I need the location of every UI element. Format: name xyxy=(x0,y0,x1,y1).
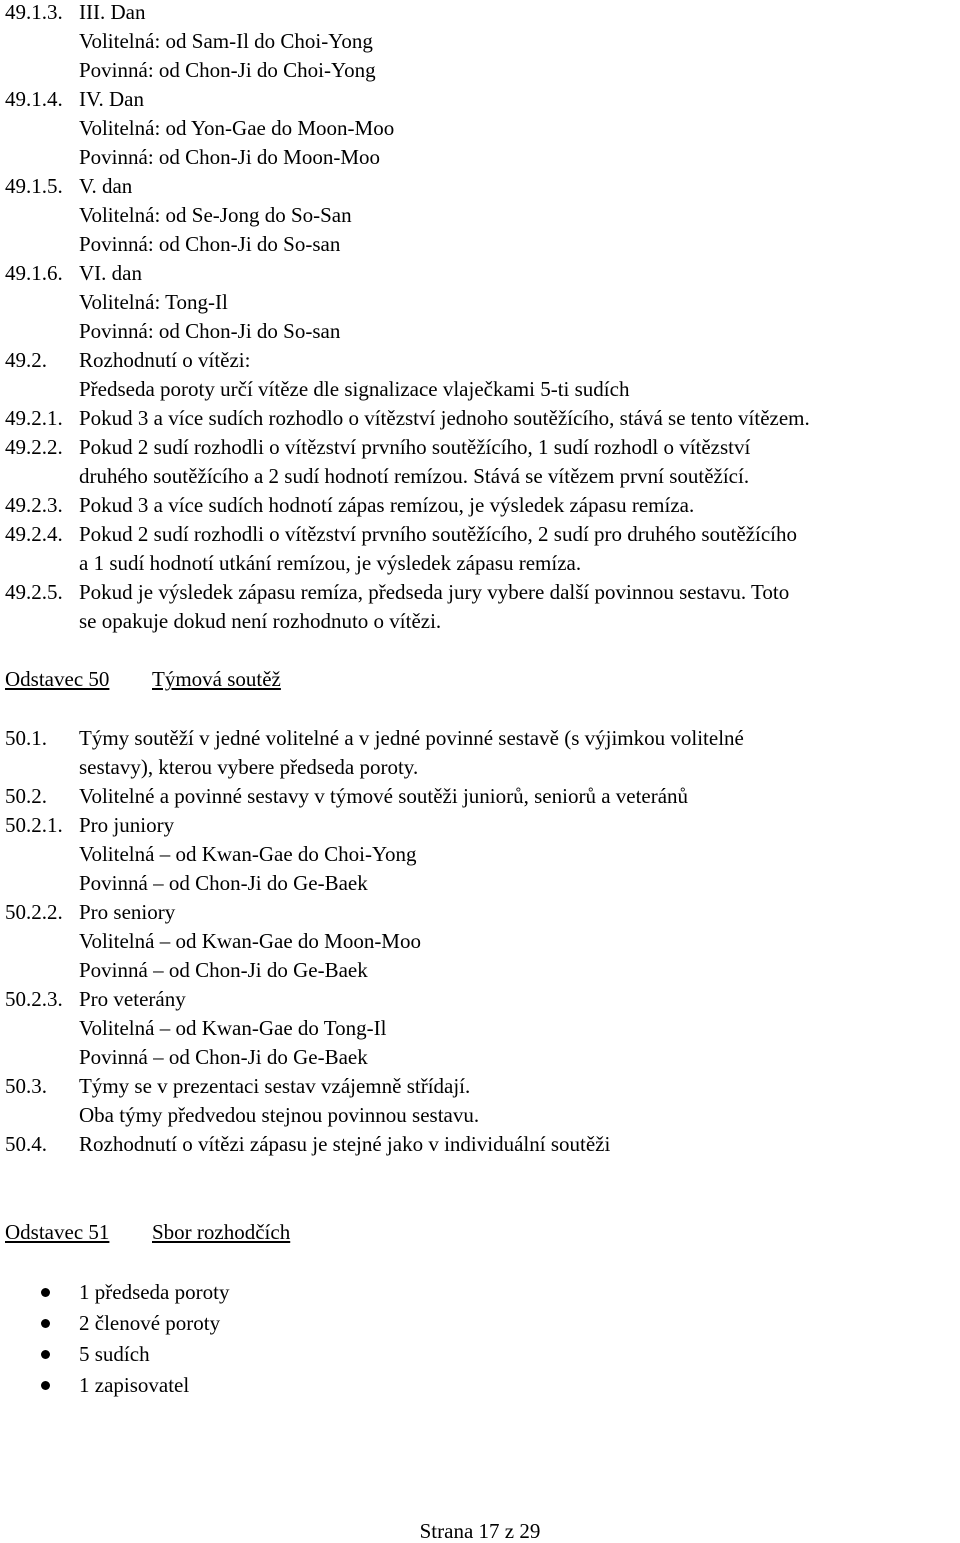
item-number: 49.2.2. xyxy=(5,435,63,459)
text-line: Povinná – od Chon-Ji do Ge-Baek xyxy=(79,871,368,895)
odstavec-title: Sbor rozhodčích xyxy=(152,1220,291,1244)
section-title: Rozhodnutí o vítězi: xyxy=(79,348,251,372)
item-number: 49.2.5. xyxy=(5,580,63,604)
text-line: Rozhodnutí o vítězi zápasu je stejné jako v individuální soutěži xyxy=(79,1132,611,1156)
text-line: Předseda poroty určí vítěze dle signalizace vlaječkami 5-ti sudích xyxy=(79,377,630,401)
text-line: Pokud 3 a více sudích rozhodlo o vítězství jednoho soutěžícího, stává se tento vítězem. xyxy=(79,406,810,430)
text-line: Povinná: od Chon-Ji do Choi-Yong xyxy=(79,58,376,82)
text-line: se opakuje dokud není rozhodnuto o vítězi. xyxy=(79,609,442,633)
item-number: 50.2.2. xyxy=(5,900,63,924)
section-number: 49.2. xyxy=(5,348,47,372)
item-number: 50.4. xyxy=(5,1132,47,1156)
section-title: III. Dan xyxy=(79,0,146,24)
odstavec-title: Týmová soutěž xyxy=(152,667,281,691)
text-line: Pro veterány xyxy=(79,987,186,1011)
text-line: Volitelná – od Kwan-Gae do Moon-Moo xyxy=(79,929,421,953)
odstavec-label: Odstavec 51 xyxy=(5,1220,110,1244)
text-line: Volitelná: od Yon-Gae do Moon-Moo xyxy=(79,116,395,140)
text-line: Povinná: od Chon-Ji do Moon-Moo xyxy=(79,145,381,169)
list-item: 1 předseda poroty xyxy=(79,1280,230,1304)
text-line: Týmy soutěží v jedné volitelné a v jedné povinné sestavě (s výjimkou volitelné xyxy=(79,726,744,750)
bullet-icon xyxy=(41,1288,50,1297)
item-number: 50.1. xyxy=(5,726,47,750)
item-number: 49.2.4. xyxy=(5,522,63,546)
text-line: Povinná – od Chon-Ji do Ge-Baek xyxy=(79,1045,368,1069)
list-item: 5 sudích xyxy=(79,1342,150,1366)
section-title: VI. dan xyxy=(79,261,142,285)
item-number: 50.2.1. xyxy=(5,813,63,837)
text-line: a 1 sudí hodnotí utkání remízou, je výsledek zápasu remíza. xyxy=(79,551,582,575)
text-line: Pokud 2 sudí rozhodli o vítězství prvního soutěžícího, 1 sudí rozhodl o vítězství xyxy=(79,435,751,459)
text-line: Volitelná: od Sam-Il do Choi-Yong xyxy=(79,29,373,53)
bullet-icon xyxy=(41,1350,50,1359)
section-number: 49.1.6. xyxy=(5,261,63,285)
item-number: 50.2. xyxy=(5,784,47,808)
odstavec-label: Odstavec 50 xyxy=(5,667,110,691)
section-number: 49.1.3. xyxy=(5,0,63,24)
text-line: Pro juniory xyxy=(79,813,175,837)
bullet-icon xyxy=(41,1319,50,1328)
item-number: 49.2.3. xyxy=(5,493,63,517)
item-number: 49.2.1. xyxy=(5,406,63,430)
section-title: IV. Dan xyxy=(79,87,144,111)
text-line: Povinná – od Chon-Ji do Ge-Baek xyxy=(79,958,368,982)
text-line: Pokud je výsledek zápasu remíza, předseda jury vybere další povinnou sestavu. Toto xyxy=(79,580,790,604)
section-number: 49.1.5. xyxy=(5,174,63,198)
text-line: Povinná: od Chon-Ji do So-san xyxy=(79,232,341,256)
text-line: Oba týmy předvedou stejnou povinnou sestavu. xyxy=(79,1103,480,1127)
text-line: Volitelná – od Kwan-Gae do Choi-Yong xyxy=(79,842,417,866)
text-line: Pokud 2 sudí rozhodli o vítězství prvního soutěžícího, 2 sudí pro druhého soutěžícího xyxy=(79,522,797,546)
text-line: Pokud 3 a více sudích hodnotí zápas remízou, je výsledek zápasu remíza. xyxy=(79,493,695,517)
text-line: Povinná: od Chon-Ji do So-san xyxy=(79,319,341,343)
text-line: sestavy), kterou vybere předseda poroty. xyxy=(79,755,419,779)
text-line: Týmy se v prezentaci sestav vzájemně střídají. xyxy=(79,1074,471,1098)
text-line: Volitelná: Tong-Il xyxy=(79,290,228,314)
text-line: Volitelné a povinné sestavy v týmové soutěži juniorů, seniorů a veteránů xyxy=(79,784,689,808)
section-number: 49.1.4. xyxy=(5,87,63,111)
list-item: 2 členové poroty xyxy=(79,1311,221,1335)
list-item: 1 zapisovatel xyxy=(79,1373,190,1397)
text-line: druhého soutěžícího a 2 sudí hodnotí remízou. Stává se vítězem první soutěžící. xyxy=(79,464,750,488)
item-number: 50.3. xyxy=(5,1074,47,1098)
bullet-icon xyxy=(41,1381,50,1390)
item-number: 50.2.3. xyxy=(5,987,63,1011)
text-line: Volitelná: od Se-Jong do So-San xyxy=(79,203,352,227)
page-footer: Strana 17 z 29 xyxy=(419,1519,541,1543)
text-line: Volitelná – od Kwan-Gae do Tong-Il xyxy=(79,1016,387,1040)
text-line: Pro seniory xyxy=(79,900,176,924)
section-title: V. dan xyxy=(79,174,133,198)
